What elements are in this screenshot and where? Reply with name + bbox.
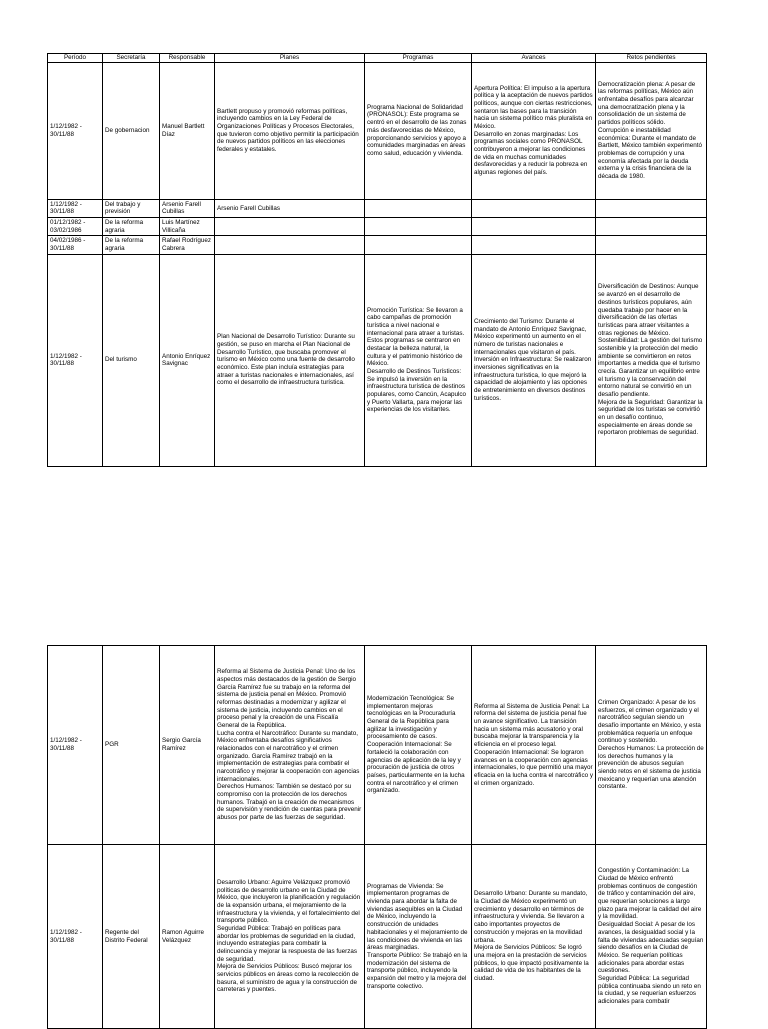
cell-responsable: Antonio Enríquez Savignac [160,254,215,466]
cell-periodo: 04/02/1986 - 30/11/88 [48,236,103,254]
cell-avances [472,199,596,217]
summary-table-top [47,53,707,467]
table-row [48,254,707,466]
cell-programas [365,199,472,217]
table-row [48,62,707,199]
cell-responsable: Ramon Aguirre Velázquez [160,845,215,1029]
cell-programas: Programas de Vivienda: Se implementaron programas de vivienda para abordar la falta de viviendas asequibles en la Ciudad de México, incluyendo la construcción de unidades habitacionales y el mejoramiento de las condiciones de vivienda en las áreas marginadas. Transporte Público: Se trabajó en la modernización del sistema de transporte público, incluyendo la expansión del metro y la mejora del transporte colectivo. [365,845,472,1029]
cell-retos: Democratización plena: A pesar de las reformas políticas, México aún enfrentaba desafíos para alcanzar una democratización plena y la consolidación de un sistema de partidos políticos sólido. Corrupción e inestabilidad económica: Durante el mandato de Bartlett, México también experimentó problemas de corrupción y una economía afectada por la deuda externa y la crisis financiera de la década de 1980. [596,62,707,199]
cell-planes [215,236,365,254]
cell-programas: Modernización Tecnológica: Se implementaron mejoras tecnológicas en la Procuraduría General de la República para agilizar la investigación y procesamiento de casos. Cooperación Internacional: Se fortaleció la colaboración con agencias de aplicación de la ley y procuración de justicia de otros países, particularmente en la lucha contra el narcotráfico y el crimen organizado. [365,646,472,845]
header-planes: Planes [215,54,365,63]
cell-avances [472,236,596,254]
cell-responsable: Luis Martínez Villicaña [160,218,215,236]
header-responsable: Responsable [160,54,215,63]
cell-periodo: 1/12/1982 - 30/11/88 [48,199,103,217]
cell-planes: Reforma al Sistema de Justicia Penal: Uno de los aspectos más destacados de la gestión de Sergio García Ramírez fue su trabajo en la reforma del sistema de justicia penal en México. Promovió reformas destinadas a modernizar y agilizar el sistema de justicia, incluyendo cambios en el proceso penal y la creación de una Fiscalía General de la República. Lucha contra el Narcotráfico: Durante su mandato, México enfrentaba desafíos significativos relacionados con el narcotráfico y el crimen organizado. García Ramírez trabajó en la implementación de estrategias para combatir el narcotráfico y mejorar la cooperación con agencias internacionales. Derechos Humanos: También se destacó por su compromiso con la protección de los derechos humanos. Trabajó en la creación de mecanismos de supervisión y rendición de cuentas para prevenir abusos por parte de las fuerzas de seguridad. [215,646,365,845]
cell-programas: Promoción Turística: Se llevaron a cabo campañas de promoción turística a nivel nacional e internacional para atraer a turistas. Estos programas se centraron en destacar la belleza natural, la cultura y el patrimonio histórico de México. Desarrollo de Destinos Turísticos: Se impulsó la inversión en la infraestructura turística de destinos populares, como Cancún, Acapulco y Puerto Vallarta, para mejorar las experiencias de los visitantes. [365,254,472,466]
header-periodo: Período [48,54,103,63]
cell-periodo: 1/12/1982 - 30/11/88 [48,845,103,1029]
cell-secretaria: Regente del Distrito Federal [103,845,160,1029]
cell-planes: Plan Nacional de Desarrollo Turístico: Durante su gestión, se puso en marcha el Plan Nacional de Desarrollo Turístico, que buscaba promover el turismo en México como una fuente de desarrollo económico. Este plan incluía estrategias para atraer a turistas nacionales e internacionales, así como el desarrollo de infraestructura turística. [215,254,365,466]
cell-avances: Apertura Política: El impulso a la apertura política y la aceptación de nuevos partidos políticos, aunque con ciertas restricciones, sentaron las bases para la transición hacia un sistema político más pluralista en México. Desarrollo en zonas marginadas: Los programas sociales como PRONASOL contribuyeron a mejorar las condiciones de vida en muchas comunidades desfavorecidas y a reducir la pobreza en algunas regiones del país. [472,62,596,199]
cell-avances [472,218,596,236]
cell-secretaria: De la reforma agraria [103,236,160,254]
cell-programas: Programa Nacional de Solidaridad (PRONASOL): Este programa se centró en el desarrollo de las zonas más desfavorecidas de México, proporcionando servicios y apoyo a comunidades marginadas en áreas como salud, educación y vivienda. [365,62,472,199]
cell-responsable: Arsenio Farell Cubillas [160,199,215,217]
cell-periodo: 1/12/1982 - 30/11/88 [48,62,103,199]
cell-planes: Bartlett propuso y promovió reformas políticas, incluyendo cambios en la Ley Federal de Organizaciones Políticas y Procesos Electorales, que tuvieron como objetivo permitir la participación de nuevos partidos políticos en las elecciones federales y estatales. [215,62,365,199]
cell-planes: Arsenio Farell Cubillas [215,199,365,217]
cell-retos: Congestión y Contaminación: La Ciudad de México enfrentó problemas continuos de congestión de tráfico y contaminación del aire, que requerían soluciones a largo plazo para mejorar la calidad del aire y la movilidad. Desigualdad Social: A pesar de los avances, la desigualdad social y la falta de viviendas adecuadas seguían siendo desafíos en la Ciudad de México. Se requerían políticas adicionales para abordar estas cuestiones. Seguridad Pública: La seguridad pública continuaba siendo un reto en la ciudad, y se requerían esfuerzos adicionales para combatir [596,845,707,1029]
table-row [48,845,707,1029]
cell-secretaria: De gobernacion [103,62,160,199]
header-programas: Programas [365,54,472,63]
header-retos: Retos pendientes [596,54,707,63]
table-row [48,236,707,254]
cell-planes [215,218,365,236]
cell-avances: Crecimiento del Turismo: Durante el mandato de Antonio Enríquez Savignac, México experimentó un aumento en el número de turistas nacionales e internacionales que visitaron el país. Inversión en Infraestructura: Se realizaron inversiones significativas en la infraestructura turística, lo que mejoró la capacidad de alojamiento y las opciones de entretenimiento en diversos destinos turísticos. [472,254,596,466]
cell-responsable: Manuel Bartlett Díaz [160,62,215,199]
header-secretaria: Secretaría [103,54,160,63]
cell-periodo: 01/12/1982 - 03/02/1986 [48,218,103,236]
cell-secretaria: Del trabajo y previsión [103,199,160,217]
cell-retos [596,236,707,254]
header-avances: Avances [472,54,596,63]
cell-retos: Crimen Organizado: A pesar de los esfuerzos, el crimen organizado y el narcotráfico seguían siendo un desafío importante en México, y esta problemática requería un enfoque continuo y sostenido. Derechos Humanos: La protección de los derechos humanos y la prevención de abusos seguían siendo retos en el sistema de justicia mexicano y requerían una atención constante. [596,646,707,845]
cell-secretaria: PGR [103,646,160,845]
cell-retos: Diversificación de Destinos: Aunque se avanzó en el desarrollo de destinos turísticos populares, aún quedaba trabajo por hacer en la diversificación de las ofertas turísticas para atraer visitantes a otras regiones de México. Sostenibilidad: La gestión del turismo sostenible y la protección del medio ambiente se convirtieron en retos importantes a medida que el turismo crecía. Garantizar un equilibrio entre el turismo y la conservación del entorno natural se convirtió en un desafío pendiente. Mejora de la Seguridad: Garantizar la seguridad de los turistas se convirtió en un desafío continuo, especialmente en áreas donde se reportaron problemas de seguridad. [596,254,707,466]
summary-table-bottom [47,645,707,1029]
cell-avances: Desarrollo Urbano: Durante su mandato, la Ciudad de México experimentó un crecimiento y desarrollo en términos de infraestructura y vivienda. Se llevaron a cabo importantes proyectos de construcción y mejoras en la movilidad urbana. Mejora de Servicios Públicos: Se logró una mejora en la prestación de servicios públicos, lo que impactó positivamente la calidad de vida de los habitantes de la ciudad. [472,845,596,1029]
table-row [48,199,707,217]
header-row [48,54,707,63]
table-row [48,646,707,845]
cell-responsable: Sergio García Ramírez [160,646,215,845]
table-row [48,218,707,236]
cell-retos [596,199,707,217]
cell-avances: Reforma al Sistema de Justicia Penal: La reforma del sistema de justicia penal fue un avance significativo. La transición hacia un sistema más acusatorio y oral buscaba mejorar la transparencia y la eficiencia en el proceso legal. Cooperación Internacional: Se lograron avances en la cooperación con agencias internacionales, lo que permitió una mayor eficacia en la lucha contra el narcotráfico y el crimen organizado. [472,646,596,845]
cell-periodo: 1/12/1982 - 30/11/88 [48,646,103,845]
cell-programas [365,236,472,254]
cell-programas [365,218,472,236]
cell-secretaria: Del turismo [103,254,160,466]
cell-planes: Desarrollo Urbano: Aguirre Velázquez promovió políticas de desarrollo urbano en la Ciudad de México, que incluyeron la planificación y regulación de la expansión urbana, el mejoramiento de la infraestructura y la vivienda, y el fortalecimiento del transporte público. Seguridad Pública: Trabajó en políticas para abordar los problemas de seguridad en la ciudad, incluyendo estrategias para combatir la delincuencia y mejorar la respuesta de las fuerzas de seguridad. Mejora de Servicios Públicos: Buscó mejorar los servicios públicos en áreas como la recolección de basura, el suministro de agua y la construcción de carreteras y puentes. [215,845,365,1029]
cell-periodo: 1/12/1982 - 30/11/88 [48,254,103,466]
cell-secretaria: De la reforma agraria [103,218,160,236]
cell-retos [596,218,707,236]
cell-responsable: Rafael Rodríguez Cabrera [160,236,215,254]
